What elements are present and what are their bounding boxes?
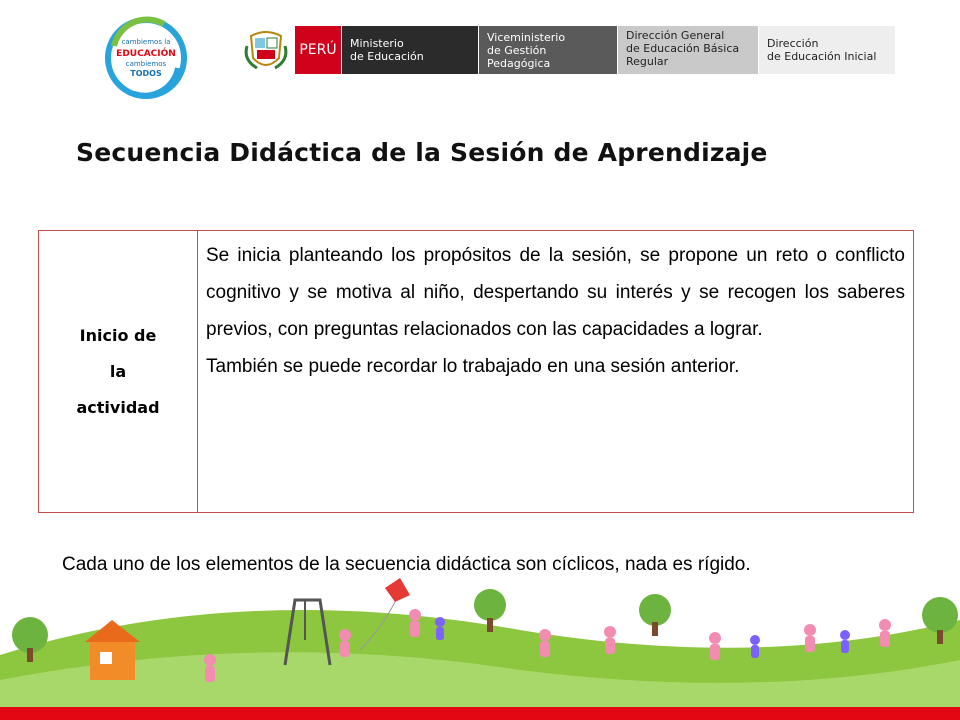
initial-education-block [759, 26, 896, 74]
stage-label-line-2: la [109, 361, 127, 381]
general-line-1: Dirección General [626, 29, 725, 42]
vice-line-1: Viceministerio [487, 30, 566, 44]
ministry-block [342, 26, 479, 74]
general-direction-block [618, 26, 759, 74]
ministry-line-2: de Educación [350, 50, 424, 63]
slide-title: Secuencia Didáctica de la Sesión de Aprendizaje [76, 138, 768, 167]
peru-label: PERÚ [295, 26, 342, 74]
svg-text:cambiemos la: cambiemos la [121, 38, 171, 46]
cyclic-note: Cada uno de los elementos de la secuencia didáctica son cíclicos, nada es rígido. [62, 554, 751, 575]
description-paragraph-2: También se puede recordar lo trabajado en una sesión anterior. [206, 356, 740, 377]
stage-description-cell [198, 231, 914, 513]
general-line-3: Regular [626, 55, 669, 68]
playground-landscape-illustration [0, 560, 960, 720]
ministry-line-1: Ministerio [350, 37, 404, 50]
table-row [39, 231, 914, 513]
svg-text:cambiemos: cambiemos [125, 60, 167, 68]
cambiemos-la-educacion-logo [104, 16, 188, 100]
tree-icon [639, 594, 671, 636]
stage-label-line-1: Inicio de [79, 325, 157, 345]
svg-text:TODOS: TODOS [130, 69, 162, 78]
sequence-table [38, 230, 914, 513]
direction-line-2: de Educación Inicial [767, 50, 877, 63]
viceministry-block [479, 26, 618, 74]
bottom-red-bar [0, 707, 960, 720]
ministry-header [243, 26, 896, 74]
stage-label-cell [39, 231, 198, 513]
vice-line-2: de Gestión Pedagógica [487, 43, 551, 70]
direction-line-1: Dirección [767, 37, 819, 50]
stage-label-line-3: actividad [76, 397, 160, 417]
general-line-2: de Educación Básica [626, 42, 740, 55]
description-paragraph-1: Se inicia planteando los propósitos de la sesión, se propone un reto o conflicto cognitivo y se motiva al niño, despertando su interés y se recogen los saberes previos, con preguntas relacionados con las capacidades a lograr. [206, 245, 905, 340]
svg-text:EDUCACIÓN: EDUCACIÓN [116, 49, 176, 59]
national-shield-icon [243, 26, 289, 74]
